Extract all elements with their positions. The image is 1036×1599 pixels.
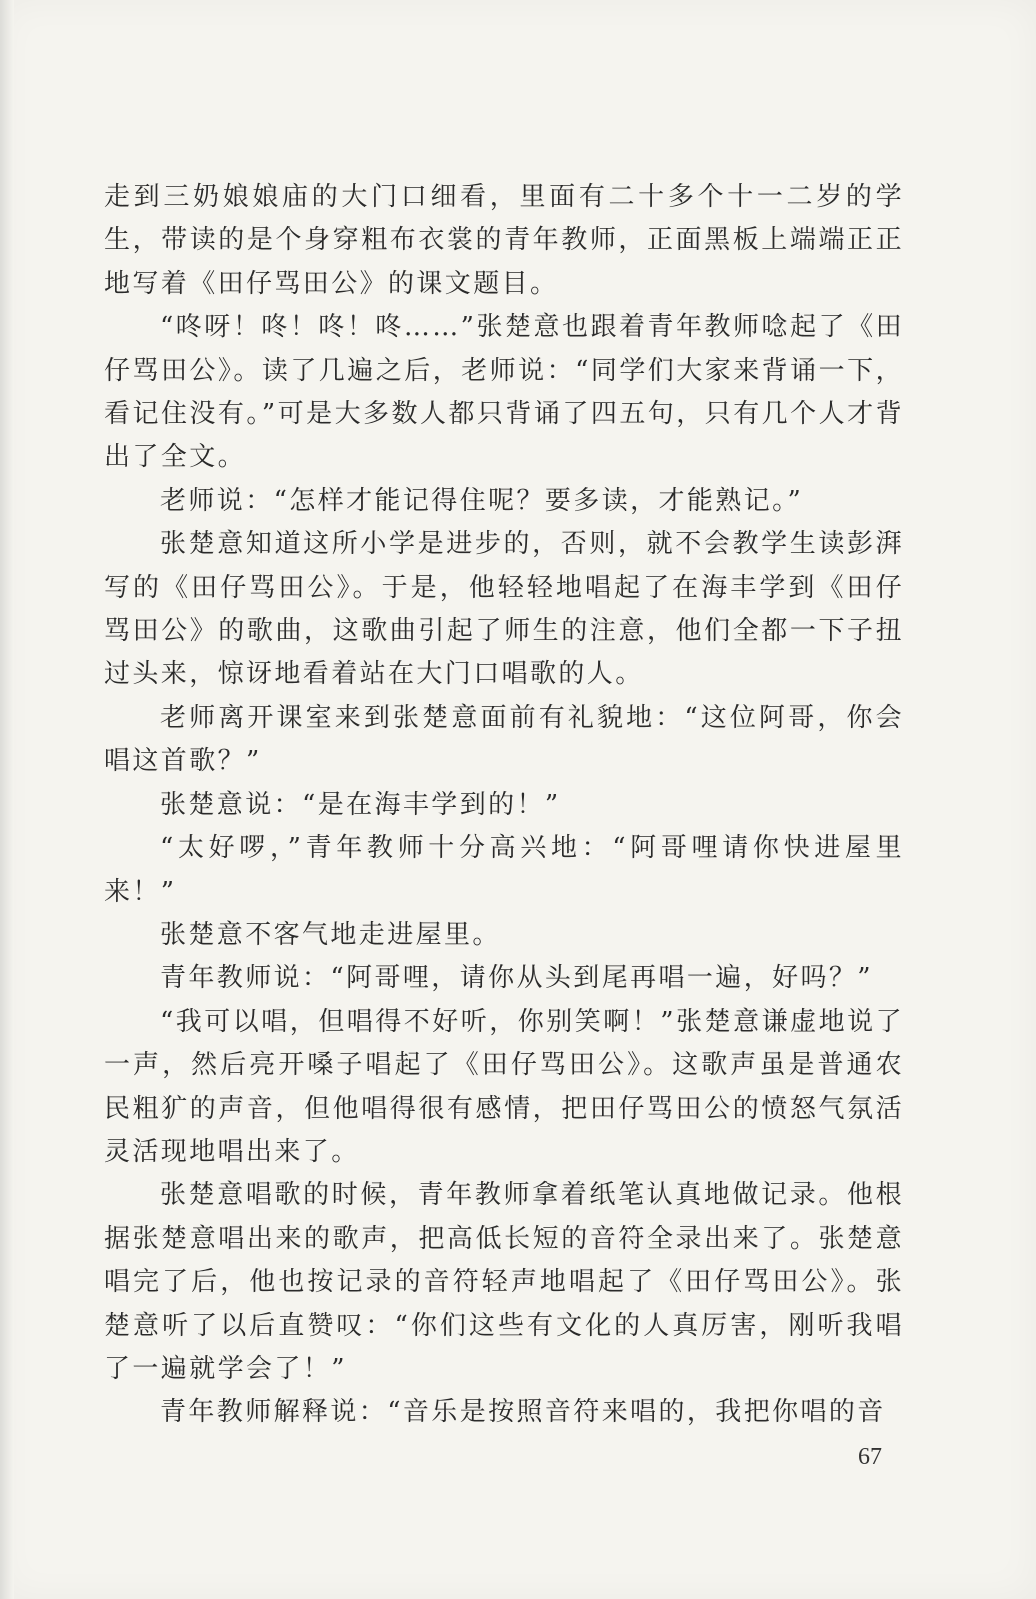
paragraph: 张楚意不客气地走进屋里。: [160, 919, 501, 950]
paragraph: “太好啰，”青年教师十分高兴地：“阿哥哩请你快进屋里来！”: [104, 833, 904, 907]
paragraph: “我可以唱，但唱得不好听，你别笑啊！”张楚意谦虚地说了一声，然后亮开嗓子唱起了《田仔骂田公》。这歌声虽是普通农民粗犷的声音，但他唱得很有感情，把田仔骂田公的愤怒气氛活灵活现地唱出来了。: [104, 1006, 904, 1167]
paragraph: 张楚意唱歌的时候，青年教师拿着纸笔认真地做记录。他根据张楚意唱出来的歌声，把高低长短的音符全录出来了。张楚意唱完了后，他也按记录的音符轻声地唱起了《田仔骂田公》。张楚意听了以后直赞叹：“你们这些有文化的人真厉害，刚听我唱了一遍就学会了！”: [104, 1180, 904, 1384]
paragraph: 老师说：“怎样才能记得住呢？要多读，才能熟记。”: [160, 485, 804, 516]
paragraph: 青年教师解释说：“音乐是按照音符来唱的，我把你唱的音: [160, 1397, 886, 1428]
body-text: [104, 176, 904, 1435]
paragraph: 走到三奶娘娘庙的大门口细看，里面有二十多个十一二岁的学生，带读的是个身穿粗布衣裳的青年教师，正面黑板上端端正正地写着《田仔骂田公》的课文题目。: [104, 182, 904, 299]
paragraph: 张楚意说：“是在海丰学到的！”: [160, 789, 561, 820]
page-number: 67: [858, 1444, 882, 1470]
page-edge: [0, 0, 14, 1599]
paragraph: 张楚意知道这所小学是进步的，否则，就不会教学生读彭湃写的《田仔骂田公》。于是，他轻轻地唱起了在海丰学到《田仔骂田公》的歌曲，这歌曲引起了师生的注意，他们全都一下子扭过头来，惊讶地看着站在大门口唱歌的人。: [104, 529, 904, 690]
paragraph: 老师离开课室来到张楚意面前有礼貌地：“这位阿哥，你会唱这首歌？”: [104, 702, 904, 777]
paragraph: 青年教师说：“阿哥哩，请你从头到尾再唱一遍，好吗？”: [160, 963, 873, 994]
paragraph: “咚呀！咚！咚！咚……”张楚意也跟着青年教师唸起了《田仔骂田公》。读了几遍之后，老师说：“同学们大家来背诵一下，看记住没有。”可是大多数人都只背诵了四五句，只有几个人才背出了全文。: [104, 312, 904, 473]
